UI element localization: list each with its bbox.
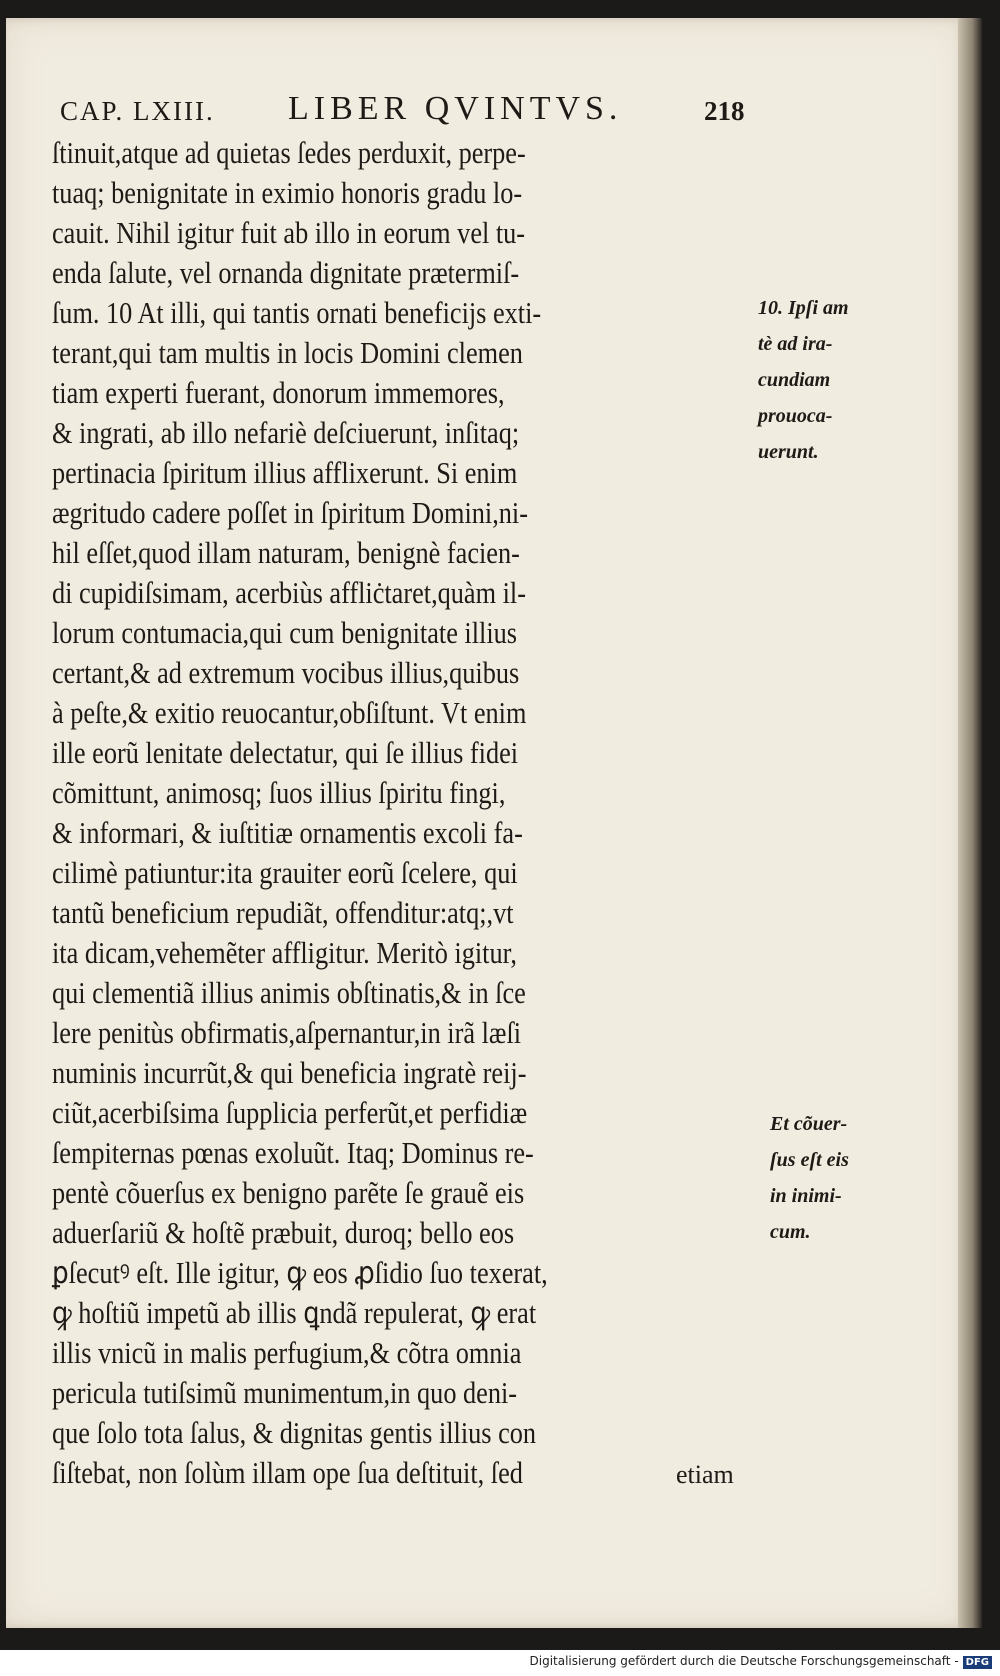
margin-note-line: ſus eſt eis (770, 1149, 849, 1171)
text-line: lorum contumacia,qui cum benignitate illius (52, 616, 518, 650)
text-line: tantũ beneficium repudiãt, offenditur:atq;,vt (52, 896, 514, 930)
text-line: di cupidiſsimam, acerbiùs affliċtaret,quàm il- (52, 576, 526, 610)
chapter-heading: CAP. LXIII. (60, 96, 215, 126)
text-line: que ſolo tota ſalus, & dignitas gentis illius con (52, 1416, 537, 1450)
text-line: ſempiternas pœnas exoluũt. Itaq; Dominus re- (52, 1136, 534, 1170)
footer-text: Digitalisierung gefördert durch die Deutsche Forschungsgemeinschaft - (529, 1654, 959, 1668)
text-line: certant,& ad extremum vocibus illius,quibus (52, 656, 520, 690)
text-line: ꝙ hoſtiũ impetũ ab illis ꝗndã repulerat, ꝙ erat (52, 1296, 537, 1330)
text-line: ꝑſecutꝰ eſt. Ille igitur, ꝙ eos ꝓſidio ſuo texerat, (52, 1256, 548, 1290)
text-line: enda ſalute, vel ornanda dignitate prætermiſ- (52, 256, 520, 290)
text-line: pericula tutiſsimũ munimentum,in quo deni- (52, 1376, 518, 1410)
text-line: ſiſtebat, non ſolùm illam ope ſua deſtituit, ſed (52, 1456, 523, 1490)
running-header (60, 90, 760, 134)
margin-note-line: cum. (770, 1221, 811, 1243)
margin-note-line: tè ad ira- (758, 333, 833, 355)
text-line: tuaq; benignitate in eximio honoris gradu lo- (52, 176, 523, 210)
margin-note-line: prouoca- (758, 405, 833, 427)
text-line: ita dicam,vehemẽter affligitur. Meritò igitur, (52, 936, 517, 970)
text-line: ſum. 10 At illi, qui tantis ornati beneficijs exti- (52, 296, 542, 330)
margin-note-line: cundiam (758, 369, 831, 391)
text-line: numinis incurrũt,& qui beneficia ingratè reij- (52, 1056, 527, 1090)
text-line: ſtinuit,atque ad quietas ſedes perduxit, perpe- (52, 136, 526, 170)
text-line: cõmittunt, animosq; ſuos illius ſpiritu fingi, (52, 776, 506, 810)
text-line: hil eſſet,quod illam naturam, benignè facien- (52, 536, 520, 570)
text-line: terant,qui tam multis in locis Domini clemen (52, 336, 523, 370)
margin-note-1 (758, 290, 849, 470)
text-line: ille eorũ lenitate delectatur, qui ſe illius fidei (52, 736, 519, 770)
margin-note-line: uerunt. (758, 441, 819, 463)
margin-note-line: Et cõuer- (770, 1113, 848, 1135)
margin-note-2 (770, 1106, 849, 1250)
text-line: à peſte,& exitio reuocantur,obſiſtunt. Vt enim (52, 696, 527, 730)
text-line: tiam experti fuerant, donorum immemores, (52, 376, 505, 410)
text-line: cilimè patiuntur:ita grauiter eorũ ſcelere, qui (52, 856, 518, 890)
text-line: pentè cõuerſus ex benigno parẽte ſe grauẽ eis (52, 1176, 525, 1210)
text-line: cauit. Nihil igitur fuit ab illo in eorum vel tu- (52, 216, 526, 250)
text-line: pertinacia ſpiritum illius afflixerunt. Si enim (52, 456, 518, 490)
digitization-footer (530, 1654, 993, 1669)
text-line: illis vnicũ in malis perfugium,& cõtra omnia (52, 1336, 522, 1370)
text-line: qui clementiã illius animis obſtinatis,& in ſce (52, 976, 526, 1010)
text-line: & informari, & iuſtitiæ ornamentis excoli fa- (52, 816, 523, 850)
text-line: lere penitùs obfirmatis,aſpernantur,in irã læſi (52, 1016, 522, 1050)
dfg-logo: DFG (963, 1656, 992, 1669)
text-line: ægritudo cadere poſſet in ſpiritum Domini,ni- (52, 496, 528, 530)
body-text (52, 133, 812, 1493)
book-title: LIBER QVINTVS. (288, 90, 623, 127)
text-line: ciũt,acerbiſsima ſupplicia perferũt,et perfidiæ (52, 1096, 528, 1130)
text-line: & ingrati, ab illo nefariè deſciuerunt, inſitaq; (52, 416, 520, 450)
text-line: aduerſariũ & hoſtẽ præbuit, duroq; bello eos (52, 1216, 515, 1250)
catchword: etiam (676, 1460, 734, 1489)
margin-note-line: 10. Ipſi am (758, 297, 849, 319)
page-edge (958, 18, 982, 1628)
folio-number: 218 (704, 96, 745, 126)
margin-note-line: in inimi- (770, 1185, 842, 1207)
